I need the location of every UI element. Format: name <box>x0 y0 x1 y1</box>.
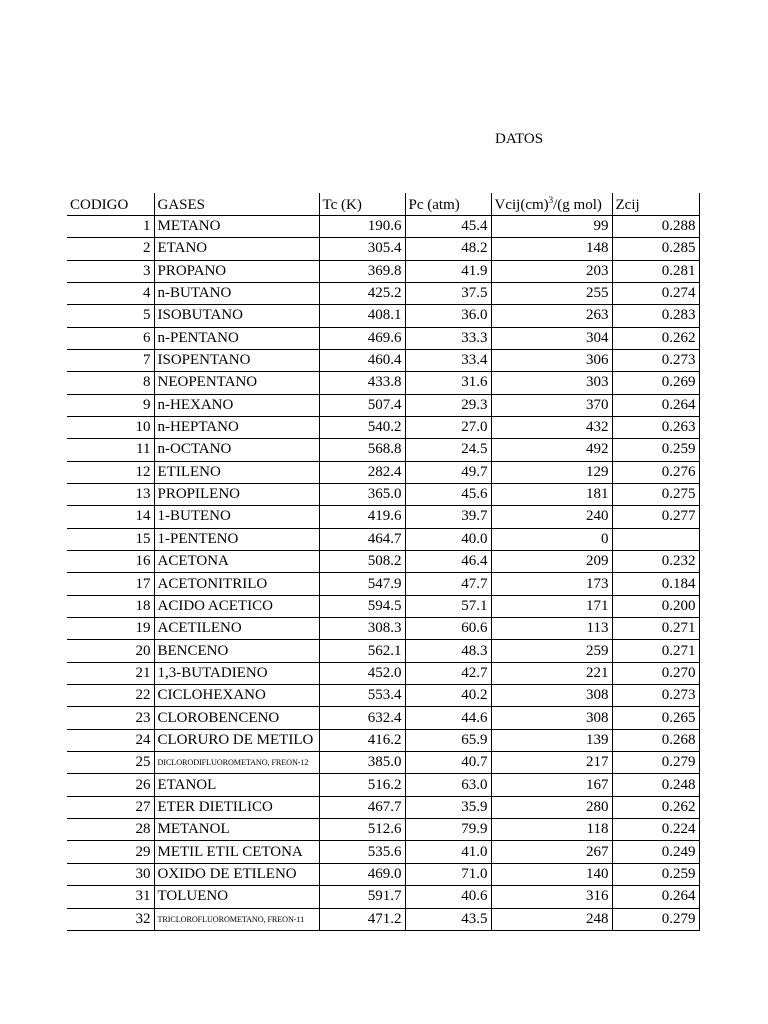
cell-zc: 0.273 <box>612 685 699 707</box>
table-row <box>67 483 699 505</box>
cell-pc: 36.0 <box>405 305 491 327</box>
cell-codigo: 16 <box>67 551 154 573</box>
cell-tc: 190.6 <box>319 215 405 237</box>
cell-codigo: 23 <box>67 707 154 729</box>
cell-pc: 65.9 <box>405 729 491 751</box>
cell-codigo: 4 <box>67 282 154 304</box>
table-row <box>67 551 699 573</box>
cell-pc: 40.0 <box>405 528 491 550</box>
cell-vc: 99 <box>491 215 612 237</box>
cell-pc: 44.6 <box>405 707 491 729</box>
cell-gas: ETANOL <box>154 774 319 796</box>
cell-gas: CLOROBENCENO <box>154 707 319 729</box>
cell-tc: 632.4 <box>319 707 405 729</box>
table-row <box>67 327 699 349</box>
cell-gas: DICLORODIFLUOROMETANO, FREON-12 <box>154 752 319 774</box>
cell-codigo: 20 <box>67 640 154 662</box>
cell-tc: 471.2 <box>319 908 405 930</box>
cell-codigo: 3 <box>67 260 154 282</box>
cell-pc: 40.2 <box>405 685 491 707</box>
cell-gas: n-BUTANO <box>154 282 319 304</box>
cell-tc: 562.1 <box>319 640 405 662</box>
cell-pc: 29.3 <box>405 394 491 416</box>
cell-zc: 0.248 <box>612 774 699 796</box>
cell-codigo: 13 <box>67 483 154 505</box>
cell-vc: 255 <box>491 282 612 304</box>
table-row <box>67 260 699 282</box>
cell-tc: 516.2 <box>319 774 405 796</box>
cell-vc: 209 <box>491 551 612 573</box>
cell-vc: 181 <box>491 483 612 505</box>
cell-pc: 41.0 <box>405 841 491 863</box>
cell-codigo: 22 <box>67 685 154 707</box>
table-row <box>67 618 699 640</box>
cell-pc: 49.7 <box>405 461 491 483</box>
cell-codigo: 26 <box>67 774 154 796</box>
cell-zc: 0.259 <box>612 439 699 461</box>
cell-pc: 40.6 <box>405 886 491 908</box>
cell-gas: NEOPENTANO <box>154 372 319 394</box>
cell-vc: 263 <box>491 305 612 327</box>
cell-zc: 0.273 <box>612 349 699 371</box>
cell-zc: 0.264 <box>612 886 699 908</box>
cell-pc: 48.2 <box>405 238 491 260</box>
cell-vc: 140 <box>491 863 612 885</box>
cell-tc: 594.5 <box>319 595 405 617</box>
cell-codigo: 9 <box>67 394 154 416</box>
header-row <box>67 193 699 215</box>
cell-pc: 27.0 <box>405 416 491 438</box>
cell-codigo: 24 <box>67 729 154 751</box>
cell-vc: 303 <box>491 372 612 394</box>
cell-codigo: 15 <box>67 528 154 550</box>
cell-vc: 113 <box>491 618 612 640</box>
cell-zc: 0.285 <box>612 238 699 260</box>
cell-gas: CLORURO DE METILO <box>154 729 319 751</box>
cell-zc: 0.262 <box>612 327 699 349</box>
cell-codigo: 5 <box>67 305 154 327</box>
header-vc-suffix: /(g mol) <box>553 196 602 213</box>
cell-codigo: 32 <box>67 908 154 930</box>
gas-properties-table <box>67 193 700 931</box>
table-row <box>67 238 699 260</box>
table-row <box>67 908 699 930</box>
cell-tc: 452.0 <box>319 662 405 684</box>
cell-zc: 0.224 <box>612 819 699 841</box>
cell-vc: 173 <box>491 573 612 595</box>
cell-codigo: 1 <box>67 215 154 237</box>
cell-pc: 46.4 <box>405 551 491 573</box>
cell-pc: 33.4 <box>405 349 491 371</box>
cell-tc: 416.2 <box>319 729 405 751</box>
cell-pc: 42.7 <box>405 662 491 684</box>
header-vc-prefix: Vcij(cm) <box>494 196 549 213</box>
cell-tc: 385.0 <box>319 752 405 774</box>
header-codigo: CODIGO <box>67 193 154 215</box>
cell-gas: n-PENTANO <box>154 327 319 349</box>
cell-gas: METIL ETIL CETONA <box>154 841 319 863</box>
cell-tc: 408.1 <box>319 305 405 327</box>
header-tc: Tc (K) <box>319 193 405 215</box>
cell-zc: 0.271 <box>612 640 699 662</box>
table-row <box>67 729 699 751</box>
cell-tc: 467.7 <box>319 796 405 818</box>
table-row <box>67 215 699 237</box>
cell-tc: 464.7 <box>319 528 405 550</box>
cell-zc: 0.264 <box>612 394 699 416</box>
cell-zc: 0.281 <box>612 260 699 282</box>
cell-pc: 45.6 <box>405 483 491 505</box>
cell-codigo: 30 <box>67 863 154 885</box>
cell-zc: 0.274 <box>612 282 699 304</box>
cell-gas: ACETILENO <box>154 618 319 640</box>
cell-pc: 79.9 <box>405 819 491 841</box>
cell-zc: 0.268 <box>612 729 699 751</box>
cell-zc: 0.269 <box>612 372 699 394</box>
cell-tc: 507.4 <box>319 394 405 416</box>
cell-tc: 553.4 <box>319 685 405 707</box>
sheet-title: DATOS <box>495 131 544 147</box>
table-row <box>67 416 699 438</box>
table-row <box>67 528 699 550</box>
cell-pc: 47.7 <box>405 573 491 595</box>
cell-zc: 0.276 <box>612 461 699 483</box>
cell-vc: 370 <box>491 394 612 416</box>
cell-codigo: 8 <box>67 372 154 394</box>
cell-tc: 308.3 <box>319 618 405 640</box>
cell-vc: 171 <box>491 595 612 617</box>
cell-gas: METANOL <box>154 819 319 841</box>
table-row <box>67 282 699 304</box>
cell-vc: 432 <box>491 416 612 438</box>
cell-tc: 419.6 <box>319 506 405 528</box>
cell-vc: 316 <box>491 886 612 908</box>
header-vc <box>491 193 612 215</box>
cell-gas: ETILENO <box>154 461 319 483</box>
cell-gas: ETANO <box>154 238 319 260</box>
table-row <box>67 796 699 818</box>
cell-codigo: 2 <box>67 238 154 260</box>
cell-vc: 308 <box>491 685 612 707</box>
cell-tc: 369.8 <box>319 260 405 282</box>
cell-tc: 433.8 <box>319 372 405 394</box>
cell-pc: 48.3 <box>405 640 491 662</box>
cell-zc: 0.263 <box>612 416 699 438</box>
table-row <box>67 707 699 729</box>
cell-tc: 547.9 <box>319 573 405 595</box>
cell-zc: 0.232 <box>612 551 699 573</box>
cell-vc: 259 <box>491 640 612 662</box>
cell-pc: 40.7 <box>405 752 491 774</box>
table-row <box>67 573 699 595</box>
cell-zc: 0.277 <box>612 506 699 528</box>
cell-codigo: 18 <box>67 595 154 617</box>
cell-vc: 267 <box>491 841 612 863</box>
table-row <box>67 595 699 617</box>
cell-codigo: 7 <box>67 349 154 371</box>
cell-gas: CICLOHEXANO <box>154 685 319 707</box>
cell-pc: 60.6 <box>405 618 491 640</box>
cell-codigo: 10 <box>67 416 154 438</box>
cell-pc: 35.9 <box>405 796 491 818</box>
cell-vc: 304 <box>491 327 612 349</box>
cell-zc: 0.249 <box>612 841 699 863</box>
table-row <box>67 752 699 774</box>
table-row <box>67 506 699 528</box>
table-body <box>67 215 699 930</box>
cell-codigo: 12 <box>67 461 154 483</box>
cell-zc <box>612 528 699 550</box>
cell-gas: TOLUENO <box>154 886 319 908</box>
cell-gas: ISOPENTANO <box>154 349 319 371</box>
table-row <box>67 774 699 796</box>
cell-codigo: 21 <box>67 662 154 684</box>
table-row <box>67 349 699 371</box>
header-pc: Pc (atm) <box>405 193 491 215</box>
cell-vc: 167 <box>491 774 612 796</box>
cell-tc: 568.8 <box>319 439 405 461</box>
cell-zc: 0.271 <box>612 618 699 640</box>
cell-pc: 39.7 <box>405 506 491 528</box>
cell-pc: 33.3 <box>405 327 491 349</box>
cell-gas: n-HEXANO <box>154 394 319 416</box>
cell-pc: 45.4 <box>405 215 491 237</box>
cell-pc: 41.9 <box>405 260 491 282</box>
table-row <box>67 819 699 841</box>
cell-codigo: 27 <box>67 796 154 818</box>
cell-gas: n-HEPTANO <box>154 416 319 438</box>
cell-gas: ISOBUTANO <box>154 305 319 327</box>
cell-pc: 57.1 <box>405 595 491 617</box>
cell-zc: 0.283 <box>612 305 699 327</box>
cell-zc: 0.270 <box>612 662 699 684</box>
cell-vc: 221 <box>491 662 612 684</box>
cell-gas: PROPILENO <box>154 483 319 505</box>
cell-vc: 203 <box>491 260 612 282</box>
cell-vc: 0 <box>491 528 612 550</box>
cell-vc: 308 <box>491 707 612 729</box>
cell-codigo: 31 <box>67 886 154 908</box>
cell-pc: 37.5 <box>405 282 491 304</box>
cell-vc: 248 <box>491 908 612 930</box>
cell-zc: 0.279 <box>612 908 699 930</box>
cell-tc: 512.6 <box>319 819 405 841</box>
cell-tc: 460.4 <box>319 349 405 371</box>
cell-pc: 71.0 <box>405 863 491 885</box>
cell-pc: 24.5 <box>405 439 491 461</box>
cell-pc: 63.0 <box>405 774 491 796</box>
cell-tc: 469.6 <box>319 327 405 349</box>
cell-gas: 1-PENTENO <box>154 528 319 550</box>
table-row <box>67 394 699 416</box>
cell-tc: 535.6 <box>319 841 405 863</box>
table-row <box>67 685 699 707</box>
cell-vc: 217 <box>491 752 612 774</box>
cell-tc: 540.2 <box>319 416 405 438</box>
cell-tc: 365.0 <box>319 483 405 505</box>
cell-codigo: 19 <box>67 618 154 640</box>
cell-pc: 31.6 <box>405 372 491 394</box>
table-row <box>67 886 699 908</box>
cell-tc: 425.2 <box>319 282 405 304</box>
cell-tc: 305.4 <box>319 238 405 260</box>
table-row <box>67 863 699 885</box>
cell-vc: 280 <box>491 796 612 818</box>
cell-codigo: 11 <box>67 439 154 461</box>
cell-codigo: 14 <box>67 506 154 528</box>
cell-gas: n-OCTANO <box>154 439 319 461</box>
cell-zc: 0.200 <box>612 595 699 617</box>
cell-zc: 0.259 <box>612 863 699 885</box>
cell-zc: 0.275 <box>612 483 699 505</box>
cell-tc: 508.2 <box>319 551 405 573</box>
table-row <box>67 305 699 327</box>
cell-gas: 1,3-BUTADIENO <box>154 662 319 684</box>
header-vc-superscript: 3 <box>548 194 554 205</box>
cell-gas: BENCENO <box>154 640 319 662</box>
cell-zc: 0.184 <box>612 573 699 595</box>
cell-vc: 129 <box>491 461 612 483</box>
table-row <box>67 439 699 461</box>
cell-codigo: 6 <box>67 327 154 349</box>
cell-gas: ACIDO ACETICO <box>154 595 319 617</box>
cell-zc: 0.265 <box>612 707 699 729</box>
cell-gas: ETER DIETILICO <box>154 796 319 818</box>
cell-vc: 139 <box>491 729 612 751</box>
cell-tc: 282.4 <box>319 461 405 483</box>
cell-gas: PROPANO <box>154 260 319 282</box>
cell-codigo: 28 <box>67 819 154 841</box>
cell-codigo: 29 <box>67 841 154 863</box>
cell-gas: ACETONA <box>154 551 319 573</box>
cell-gas: METANO <box>154 215 319 237</box>
cell-zc: 0.279 <box>612 752 699 774</box>
table-row <box>67 662 699 684</box>
table-row <box>67 372 699 394</box>
cell-pc: 43.5 <box>405 908 491 930</box>
cell-codigo: 17 <box>67 573 154 595</box>
table-row <box>67 640 699 662</box>
table-row <box>67 841 699 863</box>
cell-tc: 469.0 <box>319 863 405 885</box>
cell-gas: 1-BUTENO <box>154 506 319 528</box>
cell-zc: 0.262 <box>612 796 699 818</box>
cell-vc: 492 <box>491 439 612 461</box>
cell-vc: 118 <box>491 819 612 841</box>
cell-vc: 240 <box>491 506 612 528</box>
header-zc: Zcij <box>612 193 699 215</box>
cell-tc: 591.7 <box>319 886 405 908</box>
header-gases: GASES <box>154 193 319 215</box>
cell-vc: 148 <box>491 238 612 260</box>
cell-gas: TRICLOROFLUOROMETANO, FREON-11 <box>154 908 319 930</box>
cell-vc: 306 <box>491 349 612 371</box>
table-row <box>67 461 699 483</box>
cell-codigo: 25 <box>67 752 154 774</box>
cell-gas: ACETONITRILO <box>154 573 319 595</box>
cell-gas: OXIDO DE ETILENO <box>154 863 319 885</box>
cell-zc: 0.288 <box>612 215 699 237</box>
